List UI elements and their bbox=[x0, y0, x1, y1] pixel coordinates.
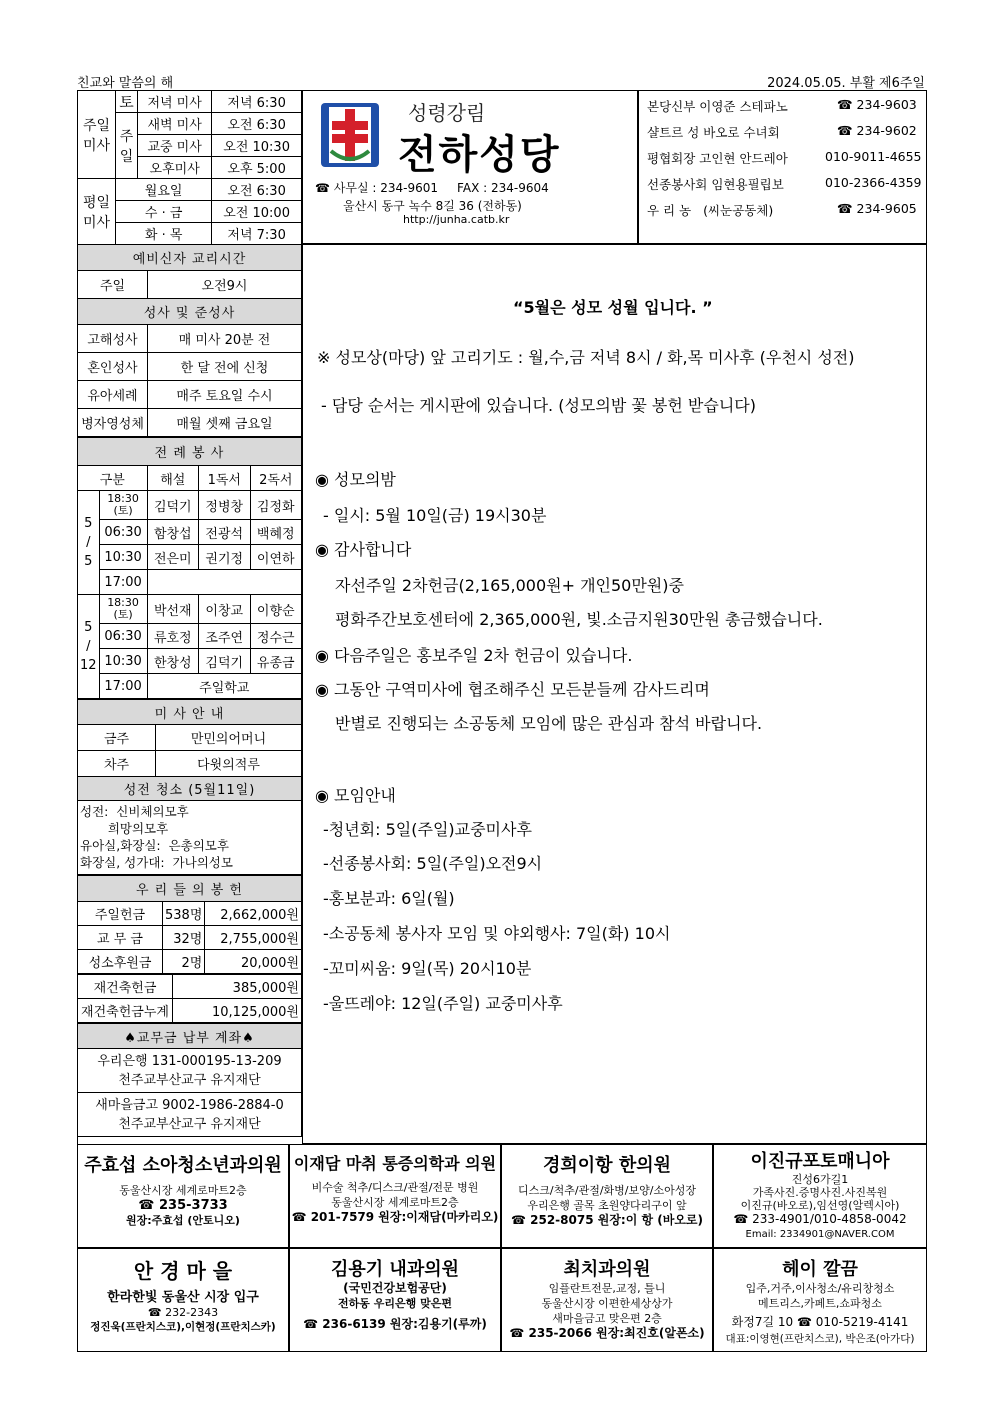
ad-line: (국민건강보험공단) bbox=[343, 1281, 447, 1295]
building-fund-label: 재건축헌금 bbox=[78, 975, 173, 999]
offering-amount: 2,662,000원 bbox=[205, 902, 302, 926]
ad-line: 메트리스,카페트,쇼파청소 bbox=[758, 1297, 882, 1310]
ad-pediatrics bbox=[77, 1144, 289, 1248]
mass-name: 새벽 미사 bbox=[138, 113, 212, 135]
ad-phone: ☎ 232-2343 bbox=[147, 1306, 219, 1319]
sacrament-value: 한 달 전에 신청 bbox=[148, 353, 302, 381]
notice-line: ◉ 모임안내 bbox=[315, 786, 396, 805]
main-content bbox=[302, 244, 927, 1144]
ad-line: 한라한빛 동울산 시장 입구 bbox=[107, 1290, 259, 1305]
notice-line: -꼬미씨움: 9일(목) 20시10분 bbox=[323, 959, 532, 978]
notice-line: 평화주간보호센터에 2,365,000원, 빛.소금지원30만원 총금했습니다. bbox=[335, 610, 823, 629]
contacts bbox=[638, 90, 927, 244]
mass-name: 교중 미사 bbox=[138, 135, 212, 157]
weekday-time: 오전 6:30 bbox=[212, 179, 302, 201]
church-logo-icon bbox=[319, 101, 381, 171]
header-subtitle: 성령강림 bbox=[408, 101, 486, 125]
contact-phone: 010-9011-4655 bbox=[825, 149, 922, 164]
mass-time: 저녁 6:30 bbox=[212, 91, 302, 113]
mass-info-title: 미 사 안 내 bbox=[78, 700, 302, 725]
mass-time: 오후 5:00 bbox=[212, 157, 302, 179]
contact-label: 샬트르 성 바오로 수녀회 bbox=[647, 125, 780, 140]
offering-count: 538명 bbox=[163, 902, 205, 926]
contact-row bbox=[639, 149, 926, 175]
left-column bbox=[77, 244, 302, 1137]
contact-label: 선종봉사회 임현용필립보 bbox=[647, 177, 784, 192]
ad-line: 비수술 척추/디스크/관절/전문 병원 bbox=[311, 1181, 479, 1194]
notice-line: -소공동체 봉사자 모임 및 야외행사: 7일(화) 10시 bbox=[323, 924, 671, 943]
account-line: 새마을금고 9002-1986-2884-0 bbox=[95, 1097, 284, 1113]
cleaning-line: 유아실,화장실: 은총의모후 bbox=[80, 838, 229, 853]
notice-line: - 일시: 5월 10일(금) 19시30분 bbox=[323, 506, 547, 525]
liturgy-name: 정수근 bbox=[250, 624, 301, 649]
top-line bbox=[77, 72, 925, 92]
contact-row bbox=[639, 175, 926, 201]
sacrament-value: 매 미사 20분 전 bbox=[148, 325, 302, 353]
liturgy-time: 10:30 bbox=[99, 649, 147, 674]
contact-label: 평협회장 고인현 안드레아 bbox=[647, 151, 788, 166]
notice-line: 자선주일 2차헌금(2,165,000원+ 개인50만원)중 bbox=[335, 576, 684, 595]
ad-title: 헤이 깔끔 bbox=[782, 1259, 858, 1280]
contact-phone: 010-2366-4359 bbox=[825, 175, 922, 190]
ad-title: 김용기 내과의원 bbox=[331, 1259, 459, 1280]
liturgy-head: 해설 bbox=[147, 466, 198, 491]
notice-line: -홍보분과: 6일(월) bbox=[323, 889, 455, 908]
contact-row bbox=[639, 97, 926, 123]
weekday-name: 화 · 목 bbox=[116, 223, 212, 245]
notice-line: ◉ 다음주일은 홍보주일 2차 헌금이 있습니다. bbox=[315, 646, 633, 665]
cleaning-line: 성전: 신비체의모후 bbox=[80, 804, 189, 819]
weekday-time: 저녁 7:30 bbox=[212, 223, 302, 245]
mass-info-label: 차주 bbox=[78, 751, 156, 777]
building-fund-table bbox=[77, 974, 302, 1023]
notice-line: ◉ 성모의밤 bbox=[315, 470, 396, 489]
contact-phone: ☎ 234-9602 bbox=[837, 123, 917, 138]
building-fund-amount: 385,000원 bbox=[173, 975, 302, 999]
offering-label: 주일헌금 bbox=[78, 902, 163, 926]
ad-dental bbox=[501, 1248, 713, 1352]
liturgy-empty bbox=[147, 570, 301, 595]
weekday-time: 오전 10:00 bbox=[212, 201, 302, 223]
ad-line: 우리은행 골목 초원양다리구이 앞 bbox=[527, 1199, 687, 1212]
ad-title: 최치과의원 bbox=[563, 1259, 651, 1280]
liturgy-name: 백혜정 bbox=[250, 520, 301, 545]
notice-line: ◉ 그동안 구역미사에 협조해주신 모든분들께 감사드리며 bbox=[315, 680, 710, 699]
sacrament-label: 병자영성체 bbox=[78, 409, 148, 437]
notice-line: ◉ 감사합니다 bbox=[315, 540, 412, 559]
ad-line: 동울산시장 세계로마트2층 bbox=[331, 1196, 459, 1209]
catechism-label: 주일 bbox=[78, 271, 148, 299]
ad-title: 주효섭 소아청소년과의원 bbox=[84, 1155, 282, 1176]
liturgy-head: 1독서 bbox=[199, 466, 250, 491]
mass-schedule bbox=[77, 90, 302, 245]
mass-name: 오후미사 bbox=[138, 157, 212, 179]
mass-time: 오전 6:30 bbox=[212, 113, 302, 135]
ad-phone: ☎ 235-2066 원장:최진호(알폰소) bbox=[509, 1326, 705, 1340]
mass-info-value: 만민의어머니 bbox=[156, 725, 302, 751]
ad-line: 전하동 우리은행 맞은편 bbox=[338, 1297, 452, 1310]
ad-line: 정진욱(프란치스코),이현정(프란치스카) bbox=[90, 1321, 276, 1333]
ad-pain-clinic bbox=[289, 1144, 501, 1248]
liturgy-name: 함창섭 bbox=[147, 520, 198, 545]
cleaning-line: 화장실, 성가대: 가나의성모 bbox=[80, 855, 233, 870]
account-line: 우리은행 131-000195-13-209 bbox=[97, 1053, 282, 1069]
building-fund-total-label: 재건축헌금누계 bbox=[78, 999, 173, 1023]
offering-label: 교 무 금 bbox=[78, 926, 163, 950]
ad-phone: 화정7길 10 ☎ 010-5219-4141 bbox=[731, 1315, 909, 1329]
website-url: http://junha.catb.kr bbox=[403, 213, 510, 226]
mass-info-table bbox=[77, 699, 302, 875]
ad-line: 동울산시장 이편한세상상가 bbox=[541, 1297, 673, 1310]
header-center bbox=[302, 90, 638, 244]
ad-line: 입주,거주,이사청소/유리창청소 bbox=[745, 1282, 895, 1295]
sacrament-value: 매주 토요일 수시 bbox=[148, 381, 302, 409]
mass-name: 저녁 미사 bbox=[138, 91, 212, 113]
liturgy-title: 전 례 봉 사 bbox=[78, 438, 302, 466]
mass-time: 오전 10:30 bbox=[212, 135, 302, 157]
ad-phone: ☎ 252-8075 원장:이 항 (바오로) bbox=[511, 1213, 703, 1227]
liturgy-time: 18:30 (토) bbox=[99, 491, 147, 520]
contact-label: 우 리 농 (씨눈공동체) bbox=[647, 203, 774, 218]
cleaning-title: 성전 청소 (5월11일) bbox=[78, 777, 302, 801]
ad-line: 새마을금고 맞은편 2층 bbox=[552, 1312, 662, 1325]
account-2 bbox=[78, 1093, 302, 1137]
weekday-name: 월요일 bbox=[116, 179, 212, 201]
contact-label: 본당신부 이영준 스테파노 bbox=[647, 99, 788, 114]
weekday-mass-label: 평일 미사 bbox=[78, 179, 116, 245]
liturgy-name: 권기정 bbox=[199, 545, 250, 570]
offering-count: 32명 bbox=[163, 926, 205, 950]
liturgy-name: 이향순 bbox=[250, 595, 301, 624]
account-1 bbox=[78, 1049, 302, 1093]
account-line: 천주교부산교구 유지재단 bbox=[118, 1072, 261, 1088]
liturgy-time: 10:30 bbox=[99, 545, 147, 570]
contact-row bbox=[639, 201, 926, 227]
mass-info-label: 금주 bbox=[78, 725, 156, 751]
ad-email: Email: 2334901@NAVER.COM bbox=[745, 1229, 895, 1240]
liturgy-name: 조주연 bbox=[199, 624, 250, 649]
notice-line: -울뜨레야: 12일(주일) 교중미사후 bbox=[323, 994, 563, 1013]
ad-title: 안 경 마 을 bbox=[133, 1259, 233, 1283]
ad-phone: ☎ 236-6139 원장:김용기(루까) bbox=[303, 1317, 487, 1331]
cleaning-cell bbox=[78, 801, 302, 875]
mass-info-value: 다윗의적루 bbox=[156, 751, 302, 777]
ad-line: 동울산시장 세계로마트2층 bbox=[119, 1184, 247, 1197]
ad-optician bbox=[77, 1248, 289, 1352]
building-fund-total-amount: 10,125,000원 bbox=[173, 999, 302, 1023]
ad-phone: ☎ 233-4901/010-4858-0042 bbox=[733, 1212, 907, 1226]
offering-count: 2명 bbox=[163, 950, 205, 974]
account-line: 천주교부산교구 유지재단 bbox=[118, 1116, 261, 1132]
ad-line: 디스크/척추/관절/화병/보양/소아성장 bbox=[518, 1184, 696, 1197]
notice-line: 반별로 진행되는 소공동체 모임에 많은 관심과 참석 바랍니다. bbox=[335, 714, 763, 733]
liturgy-name: 전광석 bbox=[199, 520, 250, 545]
liturgy-name: 김덕기 bbox=[147, 491, 198, 520]
ad-line: 임플란트전문,교정, 틀니 bbox=[548, 1282, 666, 1295]
sacraments-title: 성사 및 준성사 bbox=[78, 299, 302, 325]
ad-title: 경희이항 한의원 bbox=[543, 1155, 671, 1176]
offering-label: 성소후원금 bbox=[78, 950, 163, 974]
liturgy-name: 이창교 bbox=[199, 595, 250, 624]
sacrament-value: 매월 셋째 금요일 bbox=[148, 409, 302, 437]
liturgy-time: 18:30 (토) bbox=[99, 595, 147, 624]
liturgy-name: 한창성 bbox=[147, 649, 198, 674]
address: 울산시 동구 녹수 8길 36 (전하동) bbox=[343, 199, 522, 213]
ad-title: 이진규포토매니아 bbox=[750, 1151, 890, 1172]
sat-label: 토 bbox=[116, 91, 138, 113]
liturgy-time: 17:00 bbox=[99, 674, 147, 699]
sacrament-label: 혼인성사 bbox=[78, 353, 148, 381]
ad-title: 이재담 마취 통증의학과 의원 bbox=[293, 1154, 497, 1173]
sunday-mass-label: 주일 미사 bbox=[78, 91, 116, 179]
notice-line: - 담당 순서는 게시판에 있습니다. (성모의밤 꽃 봉헌 받습니다) bbox=[321, 396, 756, 415]
parish-title: 전하성당 bbox=[398, 131, 561, 178]
headline: “5월은 성모 성월 입니다. ” bbox=[513, 298, 713, 317]
catechism-title: 예비신자 교리시간 bbox=[78, 245, 302, 271]
ad-phone: ☎ 235-3733 bbox=[138, 1198, 228, 1213]
liturgy-name: 김정화 bbox=[250, 491, 301, 520]
offerings-title: 우 리 들 의 봉 헌 bbox=[78, 876, 302, 902]
liturgy-name: 유종금 bbox=[250, 649, 301, 674]
offering-amount: 20,000원 bbox=[205, 950, 302, 974]
contact-phone: ☎ 234-9603 bbox=[837, 97, 917, 112]
liturgy-time: 06:30 bbox=[99, 624, 147, 649]
ad-line: 가족사진.증명사진.사진복원 bbox=[752, 1186, 888, 1199]
ad-line: 원장:주효섭 (안토니오) bbox=[126, 1214, 240, 1227]
offering-amount: 2,755,000원 bbox=[205, 926, 302, 950]
liturgy-name: 전은미 bbox=[147, 545, 198, 570]
liturgy-head: 2독서 bbox=[250, 466, 301, 491]
week-date: 5 / 12 bbox=[78, 595, 100, 699]
liturgy-table bbox=[77, 437, 302, 699]
ad-photo-studio bbox=[713, 1144, 927, 1248]
liturgy-name: 류호정 bbox=[147, 624, 198, 649]
office-phone: ☎ 사무실 : 234-9601 FAX : 234-9604 bbox=[315, 181, 549, 195]
accounts-title: ♠교무금 납부 계좌♠ bbox=[78, 1024, 302, 1049]
notice-line: -선종봉사회: 5일(주일)오전9시 bbox=[323, 854, 543, 873]
ad-line: 대표:이영현(프란치스코), 박은조(아가다) bbox=[725, 1333, 915, 1345]
liturgy-name: 정병창 bbox=[199, 491, 250, 520]
ad-line: 진성6가길1 bbox=[791, 1173, 849, 1186]
ad-internal-medicine bbox=[289, 1248, 501, 1352]
liturgy-head: 구분 bbox=[78, 466, 148, 491]
liturgy-sunday-school: 주일학교 bbox=[147, 674, 301, 699]
sacrament-label: 유아세례 bbox=[78, 381, 148, 409]
notice-line: -청년회: 5일(주일)교중미사후 bbox=[323, 820, 532, 839]
liturgy-time: 06:30 bbox=[99, 520, 147, 545]
liturgy-time: 17:00 bbox=[99, 570, 147, 595]
cleaning-line: 희망의모후 bbox=[80, 821, 169, 836]
notice-line: ※ 성모상(마당) 앞 고리기도 : 월,수,금 저녁 8시 / 화,목 미사후 (우천시 성전) bbox=[317, 348, 855, 367]
offerings-table bbox=[77, 875, 302, 974]
liturgy-name: 김덕기 bbox=[199, 649, 250, 674]
liturgy-name: 이연하 bbox=[250, 545, 301, 570]
week-date: 5 / 5 bbox=[78, 491, 100, 595]
weekday-name: 수 · 금 bbox=[116, 201, 212, 223]
liturgy-name: 박선재 bbox=[147, 595, 198, 624]
sunday-label: 주 일 bbox=[116, 113, 138, 179]
theme-text: 친교와 말씀의 해 bbox=[77, 76, 174, 91]
ad-cleaning-service bbox=[713, 1248, 927, 1352]
contact-phone: ☎ 234-9605 bbox=[837, 201, 917, 216]
accounts-table bbox=[77, 1023, 302, 1137]
date-text: 2024.05.05. 부활 제6주일 bbox=[767, 76, 925, 91]
contact-row bbox=[639, 123, 926, 149]
ad-line: 이진규(바오로),임선영(알렉시아) bbox=[740, 1199, 900, 1212]
sacrament-label: 고해성사 bbox=[78, 325, 148, 353]
ad-korean-medicine bbox=[501, 1144, 713, 1248]
catechism-value: 오전9시 bbox=[148, 271, 302, 299]
ad-phone: ☎ 201-7579 원장:이재담(마카리오) bbox=[291, 1210, 499, 1224]
